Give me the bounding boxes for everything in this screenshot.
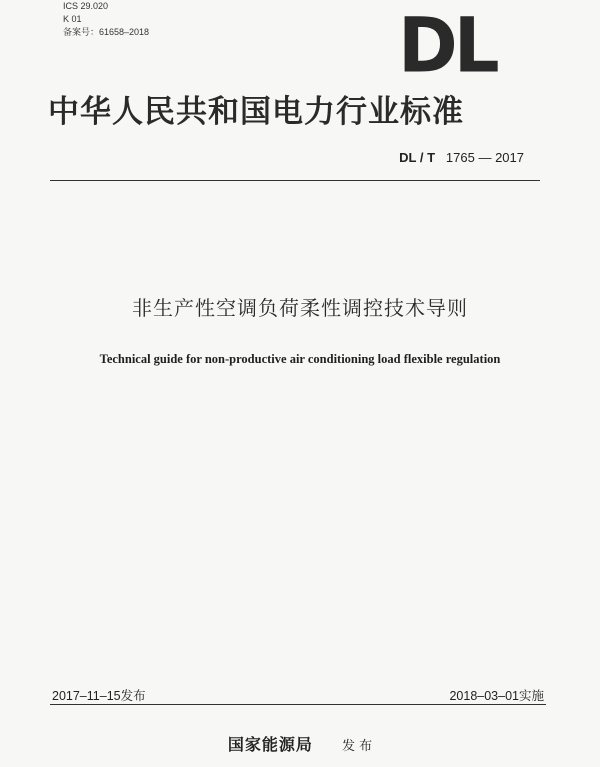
header-meta [63,0,149,39]
top-divider [50,180,540,181]
document-title-english: Technical guide for non-productive air conditioning load flexible regulation [99,352,501,366]
standard-code-number: 1765 — 2017 [445,150,524,165]
publisher-action: 发 布 [341,739,373,754]
record-number: 备案号：61658–2018 [63,27,150,37]
classification-code: K 01 [63,14,82,24]
standard-code [399,150,524,165]
dl-logo: DL [398,0,496,90]
document-title-chinese: 非生产性空调负荷柔性调控技术导则 [132,296,468,320]
standard-code-prefix: DL / T [399,150,436,165]
standard-category-title: 中华人民共和国电力行业标准 [48,94,464,130]
issue-date: 2017–11–15发布 [52,689,146,703]
publisher-name: 国家能源局 [227,735,313,754]
bottom-divider [50,704,546,705]
ics-code: ICS 29.020 [63,1,109,11]
publisher-line [0,732,600,755]
implementation-date: 2018–03–01实施 [449,689,544,703]
